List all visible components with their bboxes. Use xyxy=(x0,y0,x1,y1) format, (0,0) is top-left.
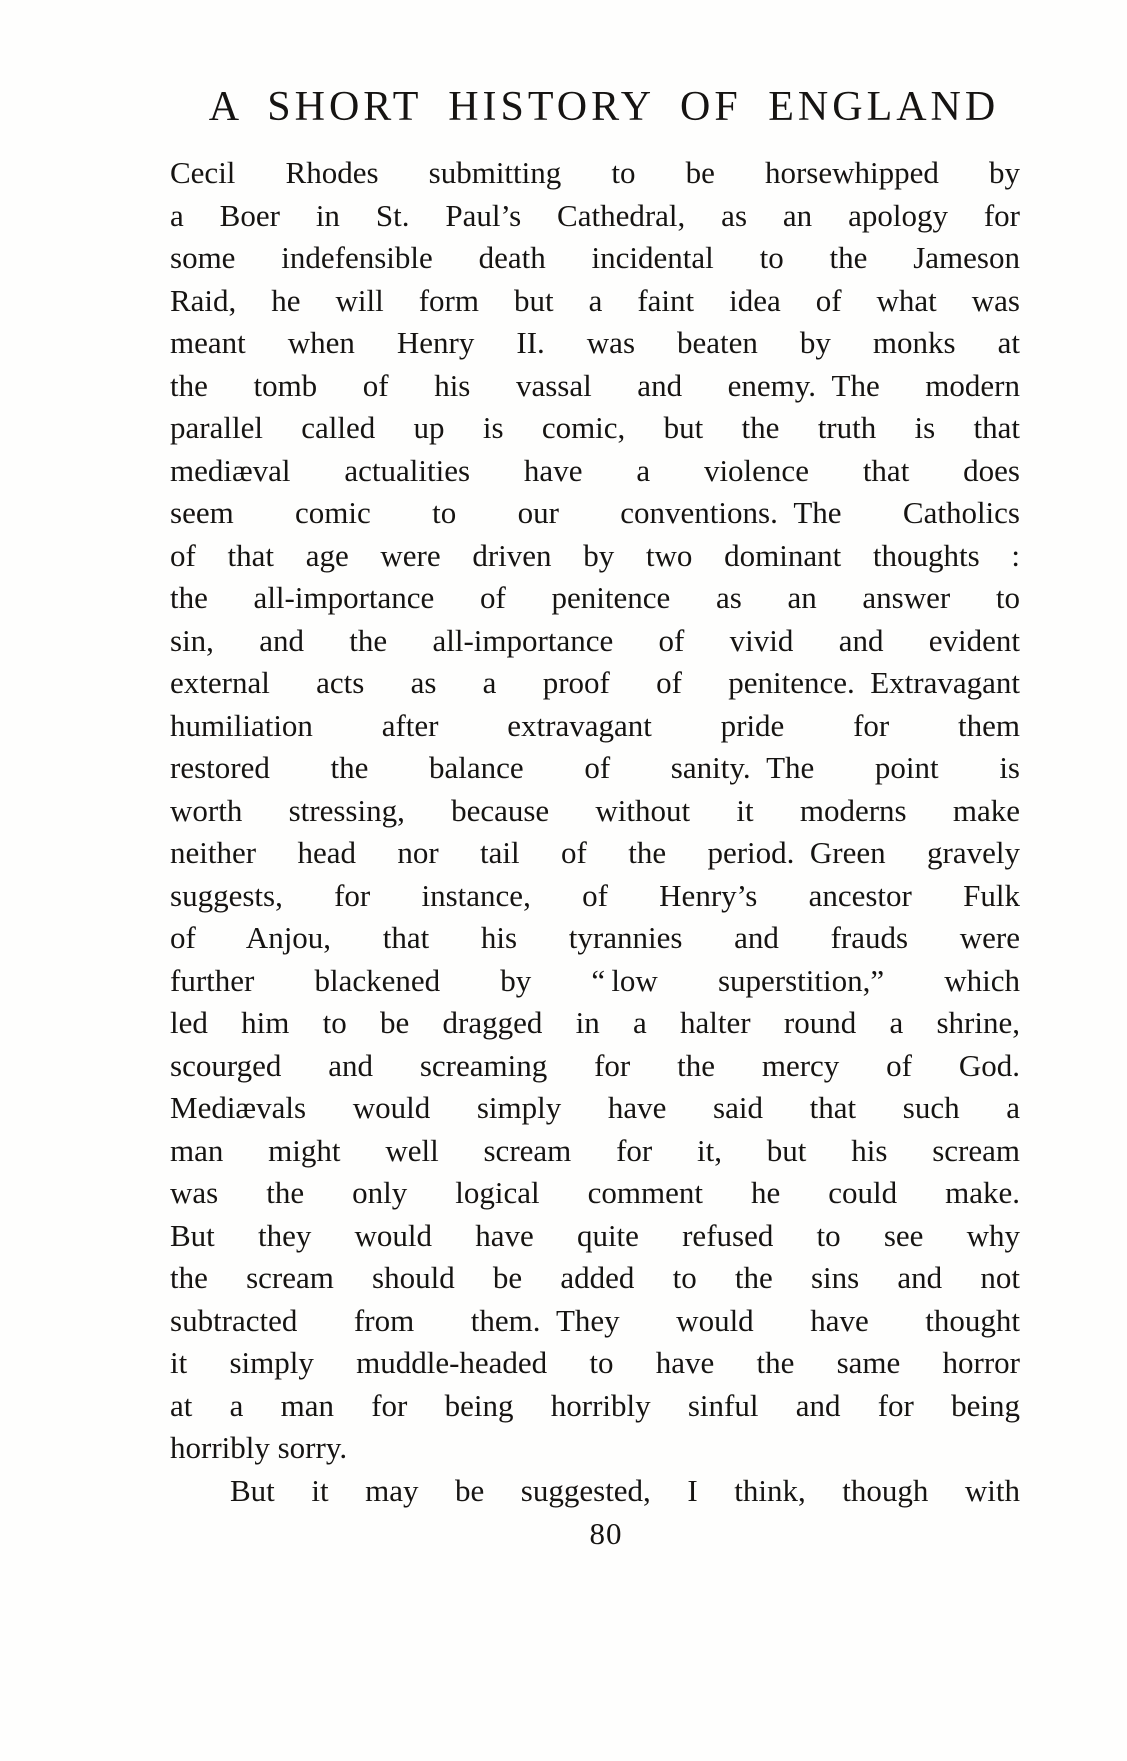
text-line: parallel called up is comic, but the truth is that xyxy=(170,410,1020,445)
text-line: suggests, for instance, of Henry’s ancestor Fulk xyxy=(170,877,1020,913)
text-line: a Boer in St. Paul’s Cathedral, as an apology for xyxy=(170,197,1020,233)
text-line: some indefensible death incidental to the Jameson xyxy=(170,240,1020,275)
text-line: Mediævals would simply have said that such a xyxy=(170,1090,1020,1125)
text-line: meant when Henry II. was beaten by monks at xyxy=(170,325,1020,360)
text-line: man might well scream for it, but his scream xyxy=(170,1132,1020,1168)
text-line: horribly sorry. xyxy=(170,1430,348,1465)
text-line: humiliation after extravagant pride for them xyxy=(170,707,1020,743)
text-line: the scream should be added to the sins and not xyxy=(170,1260,1020,1295)
text-line: was the only logical comment he could make. xyxy=(170,1175,1020,1210)
text-line: Cecil Rhodes submitting to be horsewhipped by xyxy=(170,155,1020,190)
text-line: scourged and screaming for the mercy of God. xyxy=(170,1047,1020,1083)
text-line: But they would have quite refused to see why xyxy=(170,1217,1020,1253)
body-text xyxy=(170,152,1020,1512)
text-line: of Anjou, that his tyrannies and frauds were xyxy=(170,920,1020,955)
text-line: the all-importance of penitence as an answer to xyxy=(170,580,1020,615)
text-line: at a man for being horribly sinful and for being xyxy=(170,1387,1020,1423)
text-line: sin, and the all-importance of vivid and evident xyxy=(170,622,1020,658)
text-line: led him to be dragged in a halter round a shrine, xyxy=(170,1005,1020,1040)
text-line: restored the balance of sanity. The point is xyxy=(170,750,1020,785)
text-line: subtracted from them. They would have thought xyxy=(170,1302,1020,1338)
text-line: mediæval actualities have a violence that does xyxy=(170,452,1020,488)
text-line: it simply muddle-headed to have the same horror xyxy=(170,1345,1020,1380)
text-line: the tomb of his vassal and enemy. The modern xyxy=(170,367,1020,403)
text-line: of that age were driven by two dominant thoughts : xyxy=(170,537,1020,573)
page-number: 80 xyxy=(589,1516,623,1551)
text-line: seem comic to our conventions. The Catholics xyxy=(170,495,1020,530)
running-header: A SHORT HISTORY OF ENGLAND xyxy=(208,84,1000,130)
text-line: worth stressing, because without it moderns make xyxy=(170,792,1020,828)
text-line: external acts as a proof of penitence. Extravagant xyxy=(170,665,1020,700)
text-line: Raid, he will form but a faint idea of what was xyxy=(170,282,1020,318)
text-line: further blackened by “ low superstition,” which xyxy=(170,962,1020,998)
text-line: But it may be suggested, I think, though with xyxy=(230,1472,1020,1508)
text-line: neither head nor tail of the period. Green gravely xyxy=(170,835,1020,870)
